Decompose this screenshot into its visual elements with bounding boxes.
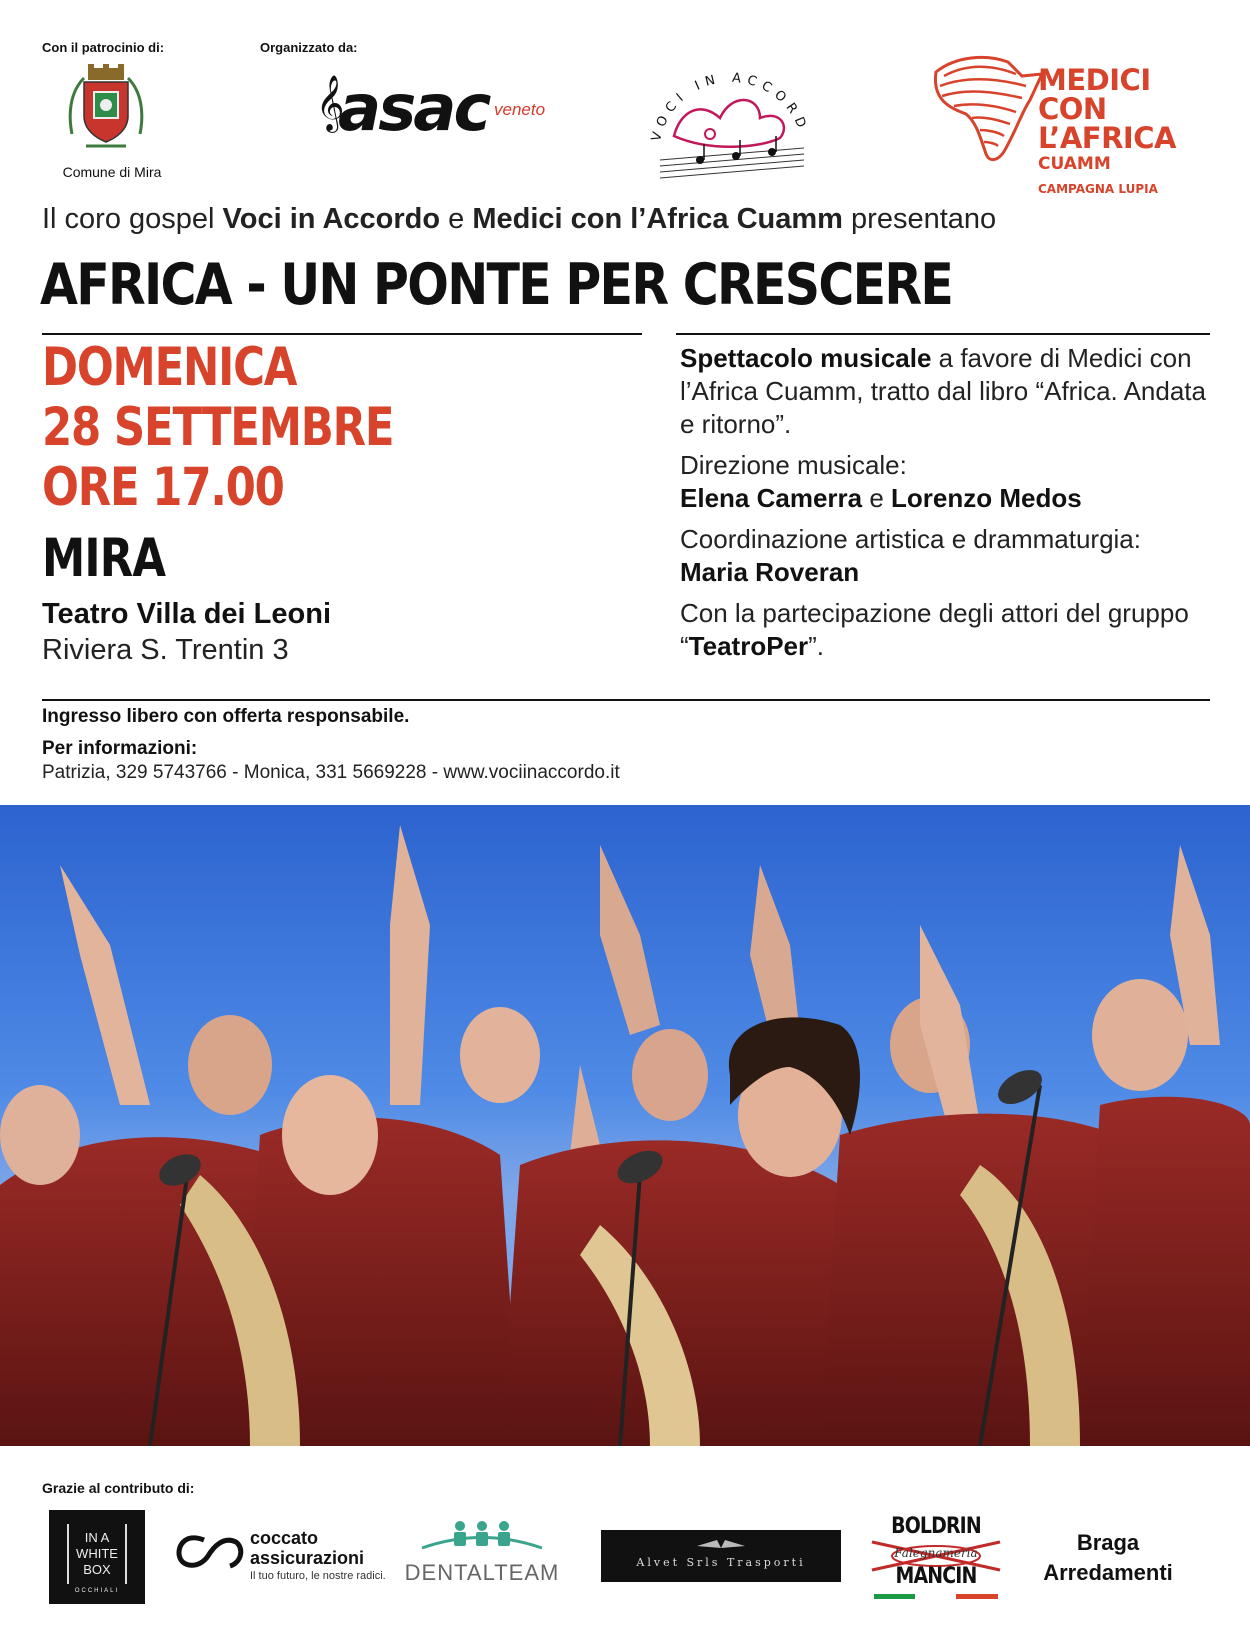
coccato-tagline: Il tuo futuro, le nostre radici. xyxy=(250,1570,386,1582)
dentalteam-logo xyxy=(402,1518,562,1592)
medici-line3: CUAMM xyxy=(1038,154,1111,174)
braga-arredamenti-logo xyxy=(1028,1528,1188,1588)
presenters-line: Il coro gospel Voci in Accordo e Medici con l’Africa Cuamm presentano xyxy=(42,203,997,235)
treble-clef-icon: 𝄞 xyxy=(316,77,345,130)
africa-map-icon xyxy=(926,52,1056,168)
patronage-label: Con il patrocinio di: xyxy=(42,40,165,55)
info-label: Per informazioni: xyxy=(42,738,198,759)
event-date xyxy=(42,338,393,518)
asac-sub: veneto xyxy=(494,100,546,119)
event-venue: Teatro Villa dei Leoni xyxy=(42,598,331,630)
event-day: DOMENICA xyxy=(42,337,297,398)
white-box-l3: BOX xyxy=(83,1562,111,1577)
divider-right xyxy=(676,333,1210,335)
dentalteam-name: DENTALTEAM xyxy=(404,1560,560,1585)
medici-line4: CAMPAGNA LUPIA xyxy=(1038,182,1158,196)
event-date-value: 28 SETTEMBRE xyxy=(42,397,394,458)
participation: Con la partecipazione degli attori del gruppo “TeatroPer”. xyxy=(680,598,1189,661)
coccato-symbol-icon xyxy=(174,1532,244,1572)
white-box-l2: WHITE xyxy=(76,1546,118,1561)
asac-logo xyxy=(316,72,562,148)
sponsors-label: Grazie al contributo di: xyxy=(42,1480,195,1496)
comune-crest-icon xyxy=(66,64,146,156)
event-address: Riviera S. Trentin 3 xyxy=(42,634,289,666)
braga-l2: Arredamenti xyxy=(1043,1560,1173,1585)
voci-logo-text: VOCI IN ACCORD xyxy=(649,70,811,144)
alvet-name: Alvet Srls Trasporti xyxy=(636,1556,806,1569)
voci-in-accordo-logo xyxy=(640,52,822,182)
asac-word: asac xyxy=(338,72,489,146)
boldrin-top: BOLDRIN xyxy=(891,1514,981,1539)
boldrin-mid: Falegnameria xyxy=(894,1546,978,1560)
white-box-l1: IN A xyxy=(84,1530,110,1545)
medici-line2: CON L’AFRICA xyxy=(1038,92,1176,155)
comune-name: Comune di Mira xyxy=(62,164,162,180)
coccato-name: coccato assicurazioni xyxy=(250,1528,365,1568)
coccato-logo xyxy=(174,1528,394,1588)
organized-label: Organizzato da: xyxy=(260,40,358,55)
italian-flag-stripe xyxy=(874,1594,998,1599)
sponsors-row xyxy=(40,1506,1230,1616)
alvet-logo xyxy=(601,1530,841,1582)
braga-l1: Braga xyxy=(1076,1530,1140,1555)
page-title: AFRICA - UN PONTE PER CRESCERE xyxy=(40,252,953,318)
divider-left xyxy=(42,333,642,335)
event-details xyxy=(680,342,1220,671)
boldrin-mancin-logo xyxy=(866,1514,1006,1602)
event-city: MIRA xyxy=(42,528,166,589)
show-description: Spettacolo musicale a favore di Medici con l’Africa Cuamm, tratto dal libro “Africa. Andata e ritorno”. xyxy=(680,343,1206,439)
alvet-wings-icon xyxy=(601,1534,841,1556)
dentalteam-figures-icon xyxy=(402,1518,562,1558)
music-direction: Direzione musicale: Elena Camerra e Lorenzo Medos xyxy=(680,450,1082,513)
event-time: ORE 17.00 xyxy=(42,457,284,518)
medici-line1: MEDICI xyxy=(1038,63,1151,97)
svg-text:VOCI IN ACCORDO xyxy=(640,52,811,143)
medici-con-africa-logo xyxy=(1038,63,1250,199)
contact-line: Patrizia, 329 5743766 - Monica, 331 5669228 - www.vociinaccordo.it xyxy=(42,762,620,783)
divider-full xyxy=(42,699,1210,701)
boldrin-bottom: MANCIN xyxy=(895,1564,977,1589)
white-box-foot: OCCHIALI xyxy=(74,1588,120,1594)
entry-note: Ingresso libero con offerta responsabile. xyxy=(42,706,410,727)
in-a-white-box-logo xyxy=(49,1510,145,1604)
artistic-coordination: Coordinazione artistica e drammaturgia: Maria Roveran xyxy=(680,524,1141,587)
choir-photo xyxy=(0,805,1250,1446)
